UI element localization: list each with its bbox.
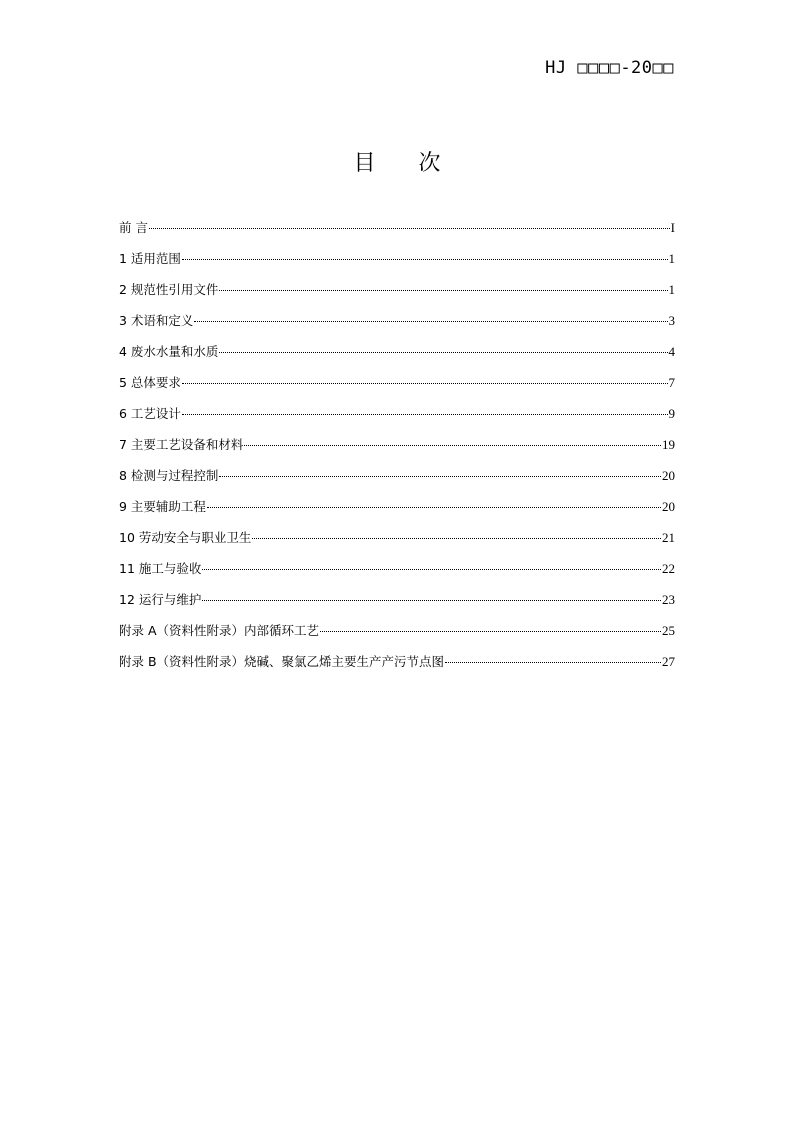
toc-entry-label: 10 劳动安全与职业卫生	[119, 530, 252, 545]
toc-entry-8[interactable]	[119, 466, 675, 497]
toc-entry-page: 27	[662, 654, 675, 669]
toc-entry-label: 6 工艺设计	[119, 406, 181, 421]
dot-leader	[252, 538, 661, 539]
toc-entry-label: 2 规范性引用文件	[119, 282, 219, 297]
dot-leader	[219, 352, 667, 353]
toc-entry-label: 11 施工与验收	[119, 561, 202, 576]
toc-entry-page: 21	[662, 530, 675, 545]
dot-leader	[194, 321, 667, 322]
toc-entry-page: 1	[668, 282, 675, 297]
toc-entry-label: 12 运行与维护	[119, 592, 202, 607]
toc-entry-page: 20	[662, 468, 675, 483]
dot-leader	[207, 507, 661, 508]
dot-leader	[202, 600, 661, 601]
toc-entry-5[interactable]	[119, 373, 675, 404]
toc-entry-foreword[interactable]	[119, 218, 675, 249]
toc-entry-label: 附录 A（资料性附录）内部循环工艺	[119, 623, 320, 638]
toc-entry-page: 4	[668, 344, 675, 359]
dot-leader	[202, 569, 661, 570]
dot-leader	[149, 228, 670, 229]
toc-entry-label: 5 总体要求	[119, 375, 181, 390]
dot-leader	[182, 383, 668, 384]
toc-entry-4[interactable]	[119, 342, 675, 373]
toc-entry-3[interactable]	[119, 311, 675, 342]
toc-entry-label: 7 主要工艺设备和材料	[119, 437, 244, 452]
toc-entry-page: 19	[662, 437, 675, 452]
toc-entry-12[interactable]	[119, 590, 675, 621]
toc-entry-appendix-b[interactable]	[119, 652, 675, 683]
toc-entry-label: 8 检测与过程控制	[119, 468, 219, 483]
dot-leader	[244, 445, 661, 446]
dot-leader	[320, 631, 661, 632]
page-title: 目 次	[353, 151, 459, 176]
dot-leader	[182, 414, 668, 415]
dot-leader	[219, 476, 661, 477]
toc-entry-label: 前 言	[119, 220, 148, 235]
dot-leader	[445, 662, 661, 663]
toc-entry-page: 25	[662, 623, 675, 638]
toc-entry-page: 1	[668, 251, 675, 266]
toc-entry-label: 附录 B（资料性附录）烧碱、聚氯乙烯主要生产产污节点图	[119, 654, 445, 669]
toc-entry-11[interactable]	[119, 559, 675, 590]
toc-entry-10[interactable]	[119, 528, 675, 559]
dot-leader	[219, 290, 667, 291]
toc-entry-6[interactable]	[119, 404, 675, 435]
toc-entry-page: 9	[668, 406, 675, 421]
document-code-header: HJ □□□□-20□□	[545, 58, 674, 78]
toc-entry-2[interactable]	[119, 280, 675, 311]
toc-entry-page: I	[670, 220, 675, 235]
toc-entry-page: 7	[668, 375, 675, 390]
toc-entry-page: 23	[662, 592, 675, 607]
toc-entry-label: 4 废水水量和水质	[119, 344, 219, 359]
toc-entry-7[interactable]	[119, 435, 675, 466]
toc-entry-9[interactable]	[119, 497, 675, 528]
table-of-contents	[119, 218, 675, 683]
toc-entry-appendix-a[interactable]	[119, 621, 675, 652]
toc-entry-page: 3	[668, 313, 675, 328]
toc-entry-label: 1 适用范围	[119, 251, 181, 266]
toc-entry-page: 20	[662, 499, 675, 514]
toc-entry-label: 3 术语和定义	[119, 313, 194, 328]
dot-leader	[182, 259, 668, 260]
toc-entry-1[interactable]	[119, 249, 675, 280]
toc-entry-page: 22	[662, 561, 675, 576]
toc-entry-label: 9 主要辅助工程	[119, 499, 206, 514]
